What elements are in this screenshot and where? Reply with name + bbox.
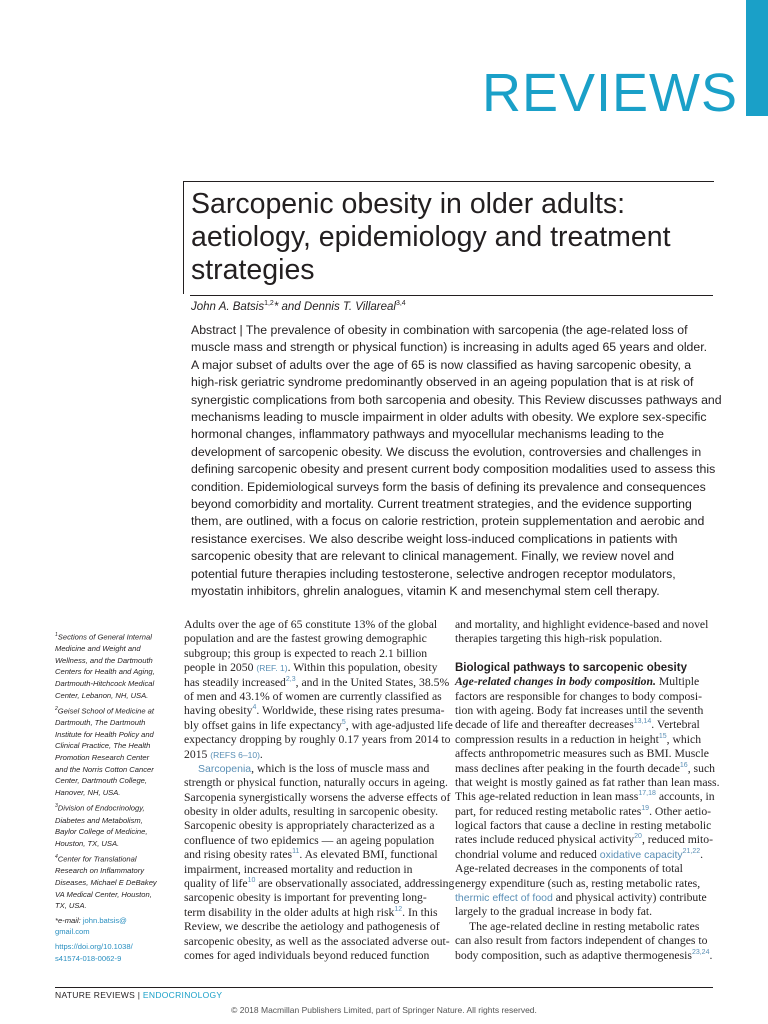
affiliation-line: Institute for Health Policy and xyxy=(55,729,154,739)
text-run: are observationally associated, addressing xyxy=(255,877,455,891)
body-line xyxy=(455,675,713,689)
body-line xyxy=(184,762,443,776)
body-column-left xyxy=(184,618,455,963)
affiliation-line: VA Medical Center, Houston, xyxy=(55,889,152,899)
reference-link[interactable]: 20 xyxy=(634,833,642,841)
body-line xyxy=(455,733,713,747)
author-line xyxy=(191,300,406,313)
affiliation-line: and the Norris Cotton Cancer xyxy=(55,764,154,774)
abstract-line: Abstract | The prevalence of obesity in combination with sarcopenia (the age-related loss of xyxy=(191,323,688,337)
affiliation-2 xyxy=(55,704,175,798)
text-run: , such xyxy=(687,761,715,775)
reference-link[interactable]: 4 xyxy=(252,704,257,712)
body-line: sarcopenic obesity is important for preventing long- xyxy=(184,891,427,905)
affiliation-line: Promotion Research Center xyxy=(55,753,150,762)
body-line xyxy=(455,805,713,819)
body-line: logical factors that cause a decline in resting metabolic xyxy=(455,819,712,833)
body-line xyxy=(184,906,443,920)
abstract-line: synergistic complications from both sarcopenia and obesity. This Review discusses pathways and xyxy=(191,392,722,407)
abstract-line: beyond comorbidity and mortality. Current treatment strategies, and the evidence supporting xyxy=(191,497,692,512)
body-line: confluence of two epidemics — an ageing population xyxy=(184,833,435,847)
body-line xyxy=(455,762,713,776)
affiliation-line: Research on Inflammatory xyxy=(55,866,145,876)
section-label: REVIEWS xyxy=(482,63,739,123)
title-line: Sarcopenic obesity in older adults: xyxy=(191,188,626,220)
body-line: that weight is mostly gained as fat rather than lean mass. xyxy=(455,775,720,789)
affiliation-line: Geisel School of Medicine at xyxy=(57,706,155,716)
text-run: and physical activity) contribute xyxy=(552,891,707,905)
copyright-notice: © 2018 Macmillan Publishers Limited, part of Springer Nature. All rights reserved. xyxy=(231,1005,537,1015)
body-line xyxy=(455,848,713,862)
paragraph-gap xyxy=(455,647,713,661)
body-line: obesity in older adults, resulting in sarcopenic obesity. xyxy=(184,805,439,819)
section-heading: Biological pathways to sarcopenic obesity xyxy=(455,661,687,674)
affiliation-line: Division of Endocrinology, xyxy=(57,803,145,813)
text-run: , reduced mito- xyxy=(641,833,714,847)
affiliation-line: Medicine and Weight and xyxy=(55,644,141,654)
glossary-term[interactable]: thermic effect of food xyxy=(455,892,553,905)
text-run: . As elevated BMI, functional xyxy=(299,848,438,862)
abstract-line: them, are outlined, with a focus on calorie restriction, protein supplementation and aerobic and xyxy=(191,514,705,529)
abstract-line: A major subset of adults over the age of 65 is now classified as having sarcopenic obesity, a xyxy=(191,357,692,372)
abstract-line: mechanisms leading to muscle impairment in older adults with obesity. We explore sex-specific xyxy=(191,410,707,425)
journal-name: NATURE REVIEWS xyxy=(55,990,136,1000)
reference-link[interactable]: 2,3 xyxy=(285,675,296,683)
text-run: chondrial volume and reduced xyxy=(455,847,600,861)
body-line: subgroup; this group is expected to reach 2.1 billion xyxy=(184,646,428,660)
text-run: accounts, in xyxy=(655,790,715,804)
text-run: . Other aetio- xyxy=(649,804,712,818)
body-line: strength or physical function, naturally occurs in ageing. xyxy=(184,776,448,790)
abstract-line: hormonal changes, inflammatory pathways and myocellular mechanisms leading to the xyxy=(191,427,664,442)
affiliation-line: Center, Dartmouth College, xyxy=(55,776,148,786)
abstract-line: muscle mass and strength or physical function) is increasing in adults aged 65 years and older. xyxy=(191,340,708,355)
corresponding-mark: * xyxy=(273,300,279,313)
reference-link[interactable]: 15 xyxy=(658,732,667,740)
body-line: Age-related decreases in the components of total xyxy=(455,862,683,876)
reference-link[interactable]: (REFS 6–10) xyxy=(210,749,260,760)
reference-link[interactable]: 16 xyxy=(679,761,688,769)
body-line xyxy=(184,748,443,762)
abstract-line: condition. Epidemiological surveys form the basis of defining its prevalence and consequences xyxy=(191,479,706,494)
footer-separator: | xyxy=(135,990,143,1000)
text-run: people in 2050 xyxy=(184,661,257,675)
text-run: term disability in the older adults at high risk xyxy=(184,905,395,919)
abstract-line: development of sarcopenic obesity. We discuss the evolution, controversies and challenges in xyxy=(191,444,702,459)
affiliation-4 xyxy=(55,852,175,912)
body-line xyxy=(455,949,713,963)
body-line xyxy=(184,704,443,718)
reference-link[interactable]: 23,24 xyxy=(691,948,710,956)
affiliation-line: Centers for Health and Aging, xyxy=(55,667,155,677)
subsection-heading: Age-related changes in body composition. xyxy=(455,675,656,689)
text-run: , which is the loss of muscle mass and xyxy=(251,761,430,775)
email-link[interactable]: gmail.com xyxy=(55,927,90,937)
title-rule xyxy=(190,295,713,296)
text-run: . Worldwide, these rising rates presuma- xyxy=(256,704,445,718)
body-line: of men and 43.1% of women are currently classified as xyxy=(184,689,442,703)
journal-footer xyxy=(55,990,222,1000)
email-link[interactable]: john.batsis@ xyxy=(82,915,127,925)
body-line: and mortality, and highlight evidence-based and novel xyxy=(455,618,709,631)
author-affiliation-sup: 3,4 xyxy=(395,300,406,307)
body-line: population and are the fastest growing demographic xyxy=(184,632,427,646)
affiliation-1 xyxy=(55,630,175,701)
text-run: part, for reduced resting metabolic rates xyxy=(455,804,642,818)
body-line xyxy=(184,877,455,891)
body-line xyxy=(184,848,443,862)
affiliation-line: Diseases, Michael E DeBakey xyxy=(55,878,157,887)
text-run: This age-related reduction in lean mass xyxy=(455,790,639,804)
reference-link[interactable]: 19 xyxy=(641,804,650,812)
reference-link[interactable]: 21,22 xyxy=(682,847,701,855)
body-line: Review, we describe the aetiology and pathogenesis of xyxy=(184,920,440,934)
body-line: affects anthropometric measures such as BMI. Muscle xyxy=(455,747,709,761)
abstract-line: potential future therapies including testosterone, selective androgen receptor modulators, xyxy=(191,566,676,581)
body-line: largely to the gradual increase in body fat. xyxy=(455,905,653,919)
accent-side-bar xyxy=(746,0,768,116)
affiliation-line: Center, Lebanon, NH, USA. xyxy=(55,690,149,700)
author-affiliation-sup: 1,2 xyxy=(264,300,274,307)
text-run: decade of life and thereafter decreases xyxy=(455,718,634,732)
affiliation-line: Wellness, and the Dartmouth xyxy=(55,655,153,665)
body-line: energy expenditure (such as, resting metabolic rates, xyxy=(455,876,701,890)
text-run: rates include reduced physical activity xyxy=(455,833,635,847)
glossary-term[interactable]: Sarcopenia xyxy=(198,762,252,775)
reference-link[interactable]: 17,18 xyxy=(638,790,656,798)
footer-rule xyxy=(55,987,713,988)
affiliation-line: Baylor College of Medicine, xyxy=(55,827,148,837)
body-line: comes for aged individuals beyond reduced function xyxy=(184,948,430,962)
affiliation-number: 4 xyxy=(55,854,58,861)
text-run: compression results in a reduction in height xyxy=(455,732,659,746)
text-run: . xyxy=(700,847,704,861)
body-line: therapies targeting this high-risk population. xyxy=(455,632,663,646)
text-run: . In this xyxy=(402,905,438,919)
doi-line[interactable]: https://doi.org/10.1038/ xyxy=(55,941,133,951)
body-line: factors are responsible for changes to body composi- xyxy=(455,689,702,703)
body-line: impairment, increased mortality and reduction in xyxy=(184,862,413,876)
text-run: bly offset gains in life expectancy xyxy=(184,718,342,732)
affiliation-line: Houston, TX, USA. xyxy=(55,838,120,848)
abstract xyxy=(191,322,722,601)
body-line: The age-related decline in resting metabolic rates xyxy=(469,919,700,933)
text-run: Multiple xyxy=(655,675,700,689)
text-run: having obesity xyxy=(184,704,253,718)
abstract-line: sarcopenic obesity that are relevant to clinical management. Finally, we review novel and xyxy=(191,549,675,564)
text-run: body composition, such as adaptive thermogenesis xyxy=(455,948,692,962)
doi-line[interactable]: s41574-018-0062-9 xyxy=(55,953,122,963)
body-line: expectancy dropping by roughly 0.17 years from 2014 to xyxy=(184,733,451,747)
reference-link[interactable]: 12 xyxy=(394,905,403,913)
affiliation-line: TX, USA. xyxy=(55,901,87,911)
affiliation-line: Center for Translational xyxy=(57,854,137,864)
title-line: aetiology, epidemiology and treatment xyxy=(191,221,671,253)
abstract-line: resistance exercises. We also describe weight loss-induced complications in patients with xyxy=(191,531,678,546)
text-run: and rising obesity rates xyxy=(184,848,293,862)
glossary-term[interactable]: oxidative capacity xyxy=(599,848,683,861)
affiliation-line: Diabetes and Metabolism, xyxy=(55,815,143,825)
author-name: Dennis T. Villareal xyxy=(303,300,396,313)
text-run: . xyxy=(709,948,713,962)
text-run: has steadily increased xyxy=(184,675,286,689)
body-line: tion with ageing. Body fat increases until the seventh xyxy=(455,703,704,717)
text-run: . Within this population, obesity xyxy=(287,661,438,675)
article-title xyxy=(191,188,721,287)
body-line: Sarcopenic obesity is appropriately characterized as a xyxy=(184,819,435,833)
text-run: , which xyxy=(666,732,702,746)
abstract-line: defining sarcopenic obesity and present current body composition modalities used to assess this xyxy=(191,462,716,477)
affiliation-line: Sections of General Internal xyxy=(57,632,152,642)
body-line xyxy=(184,661,443,675)
body-line xyxy=(455,790,713,804)
text-run: 2015 xyxy=(184,747,211,761)
correspondence xyxy=(55,915,175,938)
body-column-right xyxy=(455,618,720,963)
text-run: . xyxy=(259,747,263,761)
affiliation-line: Clinical Practice, The Health xyxy=(55,741,151,751)
affiliation-line: Dartmouth, The Dartmouth xyxy=(55,718,146,728)
doi-link[interactable] xyxy=(55,941,175,964)
journal-section: ENDOCRINOLOGY xyxy=(142,990,223,1000)
affiliation-line: Dartmouth-Hitchcock Medical xyxy=(55,678,155,688)
abstract-line: high-risk geriatric syndrome predominantly observed in an ageing population that is at risk of xyxy=(191,375,694,390)
text-run: . Vertebral xyxy=(651,718,700,732)
email-label: *e-mail: xyxy=(55,915,83,925)
reference-link[interactable]: (REF. 1) xyxy=(256,663,288,674)
affiliation-number: 2 xyxy=(55,706,58,713)
body-line xyxy=(184,675,450,690)
body-line xyxy=(455,891,713,905)
text-run: quality of life xyxy=(184,877,248,891)
author-joiner: and xyxy=(278,300,304,313)
body-line: Adults over the age of 65 constitute 13% of the global xyxy=(184,618,438,631)
title-line: strategies xyxy=(191,254,315,286)
body-line xyxy=(455,833,713,847)
affiliation-3 xyxy=(55,801,175,849)
reference-link[interactable]: 10 xyxy=(247,877,256,885)
author-name: John A. Batsis xyxy=(191,300,265,313)
body-line: can also result from factors independent of changes to xyxy=(455,934,708,948)
text-run: mass declines after peaking in the fourth decade xyxy=(455,761,680,775)
reference-link[interactable]: 13,14 xyxy=(633,718,652,726)
affiliation-line: Hanover, NH, USA. xyxy=(55,787,121,797)
body-line xyxy=(184,718,453,733)
reference-link[interactable]: 5 xyxy=(341,718,346,726)
body-line xyxy=(455,718,713,732)
body-line: Sarcopenia synergistically worsens the adverse effects of xyxy=(184,790,451,804)
text-run: , and in the United States, 38.5% xyxy=(295,675,450,689)
affiliation-number: 3 xyxy=(55,803,58,810)
affiliations-sidebar xyxy=(55,630,175,964)
affiliation-number: 1 xyxy=(55,632,58,638)
abstract-line: myostatin inhibitors, ghrelin analogues, vitamin K and mesenchymal stem cell therapy. xyxy=(191,584,660,599)
body-line: sarcopenic obesity, as well as the associated adverse out- xyxy=(184,934,450,948)
reference-link[interactable]: 11 xyxy=(292,848,300,856)
text-run: , with age-adjusted life xyxy=(345,718,453,732)
